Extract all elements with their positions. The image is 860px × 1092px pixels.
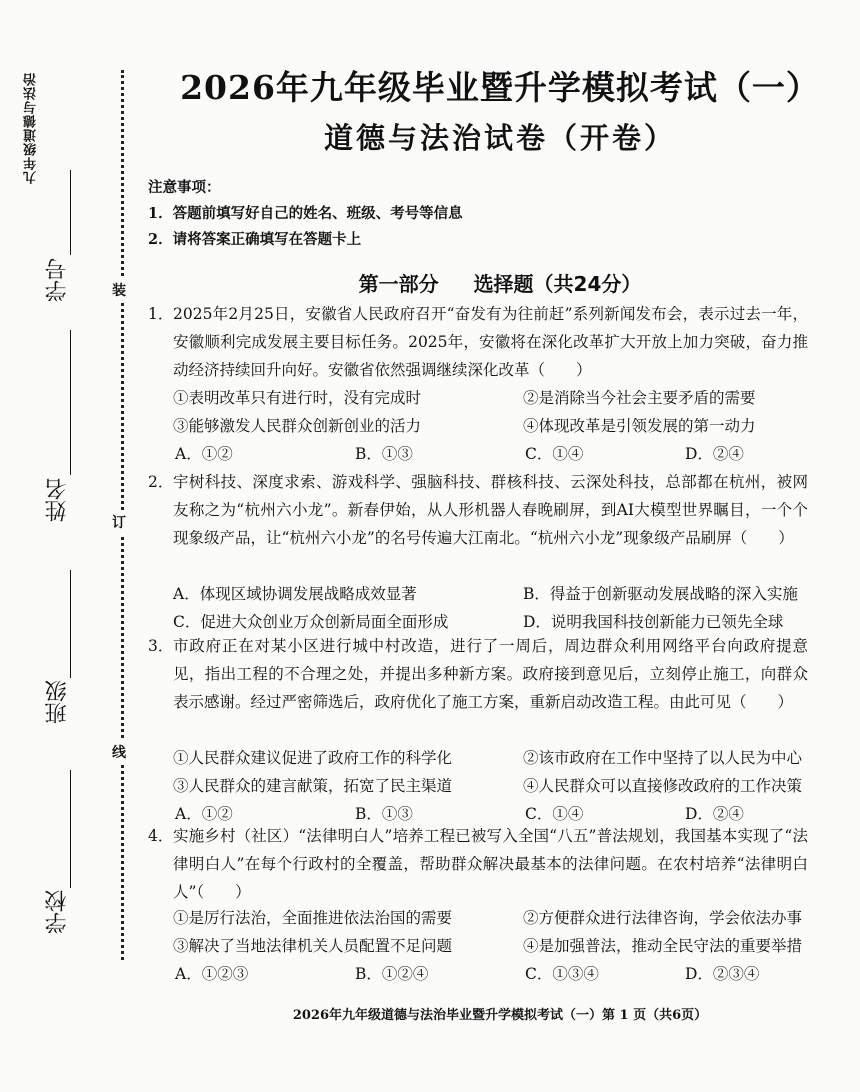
choice-d[interactable]: D．说明我国科技创新能力已领先全球 [523, 613, 784, 631]
choice-c[interactable]: C．①④ [525, 805, 584, 823]
choice-a[interactable]: A．①② [175, 805, 233, 823]
choice-d[interactable]: D．②③④ [685, 965, 760, 983]
question-number: 3． [148, 637, 174, 655]
school-label: 学校 [45, 890, 70, 934]
choice-b[interactable]: B．①③ [355, 805, 413, 823]
statement: ②方便群众进行法律咨询，学会依法办事 [523, 909, 803, 927]
question-3 [148, 632, 808, 716]
choice-a[interactable]: A．体现区域协调发展战略成效显著 [173, 585, 417, 603]
page-footer: 2026年九年级道德与法治毕业暨升学模拟考试（一）第 1 页（共6页） [292, 1008, 708, 1023]
choice-b[interactable]: B．①②④ [355, 965, 429, 983]
choice-a[interactable]: A．①② [175, 445, 233, 463]
choice-a[interactable]: A．①②③ [175, 965, 249, 983]
class-label: 班级 [45, 680, 70, 724]
student-number-label: 学号 [45, 258, 70, 302]
question-number: 4． [148, 827, 174, 845]
question-1-choices [175, 440, 815, 468]
statement: ①表明改革只有进行时，没有完成时 [173, 389, 422, 407]
statement: ④人民群众可以直接修改政府的工作决策 [523, 777, 803, 795]
notice-heading: 注意事项： [148, 179, 221, 196]
statement: ②是消除当今社会主要矛盾的需要 [523, 389, 756, 407]
section-heading [150, 268, 850, 297]
question-4-choices [175, 960, 815, 988]
class-line[interactable] [70, 570, 71, 678]
section-part: 第一部分 [358, 272, 439, 296]
notice-item-1: 1．答题前填写好自己的姓名、班级、考号等信息 [148, 205, 463, 222]
school-line[interactable] [70, 770, 71, 888]
question-number: 2． [148, 473, 174, 491]
choice-c[interactable]: C．促进大众创业万众创新局面全面形成 [173, 613, 449, 631]
choice-c[interactable]: C．①④ [525, 445, 584, 463]
exam-subtitle: 道德与法治试卷（开卷） [323, 121, 676, 155]
student-number-line[interactable] [70, 170, 71, 255]
choice-b[interactable]: B．得益于创新驱动发展战略的深入实施 [523, 585, 798, 603]
choice-d[interactable]: D．②④ [685, 445, 744, 463]
question-1 [148, 300, 808, 384]
statement: ③人民群众的建言献策，拓宽了民主渠道 [173, 777, 453, 795]
cut-mark-zhuang: 装 [112, 278, 126, 302]
question-text: 实施乡村（社区）“法律明白人”培养工程已被写入全国“八五”普法规划，我国基本实现了“法律明白人”在每个行政村的全覆盖，帮助群众解决最基本的法律问题。在农村培养“法律明白人”（ ） [173, 827, 808, 901]
question-2 [148, 468, 808, 552]
notice-item-2: 2．请将答案正确填写在答题卡上 [148, 231, 362, 248]
statement: ④体现改革是引领发展的第一动力 [523, 417, 756, 435]
question-text: 市政府正在对某小区进行城中村改造，进行了一周后，周边群众利用网络平台向政府提意见，指出工程的不合理之处，并提出多种新方案。政府接到意见后，立刻停止施工，向群众表示感谢。经过严密筛选后，政府优化了施工方案，重新启动改造工程。由此可见（ ） [173, 637, 808, 711]
student-name-line[interactable] [70, 330, 71, 475]
question-4-statements [173, 904, 813, 960]
statement: ④是加强普法，推动全民守法的重要举措 [523, 937, 803, 955]
statement: ①是厉行法治，全面推进依法治国的需要 [173, 909, 453, 927]
section-name: 选择题（共24分） [473, 272, 642, 296]
statement: ③解决了当地法律机关人员配置不足问题 [173, 937, 453, 955]
question-text: 2025年2月25日，安徽省人民政府召开“奋发有为往前赶”系列新闻发布会，表示过去一年，安徽顺利完成发展主要目标任务。2025年，安徽将在深化改革扩大开放上加力突破，奋力推动经济持续回升向好。安徽省依然强调继续深化改革（ ） [173, 305, 808, 379]
choice-d[interactable]: D．②④ [685, 805, 744, 823]
exam-title: 2026年九年级毕业暨升学模拟考试（一） [180, 68, 820, 107]
question-number: 1． [148, 305, 174, 323]
choice-b[interactable]: B．①③ [355, 445, 413, 463]
cut-mark-ding: 订 [112, 510, 126, 534]
binding-margin [0, 0, 126, 1092]
question-text: 宇树科技、深度求索、游戏科学、强脑科技、群核科技、云深处科技，总部都在杭州，被网友称之为“杭州六小龙”。新春伊始，从人形机器人春晚刷屏，到AI大模型世界瞩目，一个个现象级产品，让“杭州六小龙”的名号传遍大江南北。“杭州六小龙”现象级产品刷屏（ ） [173, 473, 808, 547]
question-2-choices [173, 580, 813, 636]
question-4 [148, 822, 808, 906]
statement: ②该市政府在工作中坚持了以人民为中心 [523, 749, 803, 767]
statement: ①人民群众建议促进了政府工作的科学化 [173, 749, 453, 767]
choice-c[interactable]: C．①③④ [525, 965, 599, 983]
student-name-label: 姓名 [45, 478, 70, 522]
question-1-statements [173, 384, 813, 440]
side-subject-note: 九年级道德与法治 [24, 72, 39, 184]
question-3-statements [173, 744, 813, 800]
cut-mark-xian: 线 [112, 740, 126, 764]
statement: ③能够激发人民群众创新创业的活力 [173, 417, 422, 435]
